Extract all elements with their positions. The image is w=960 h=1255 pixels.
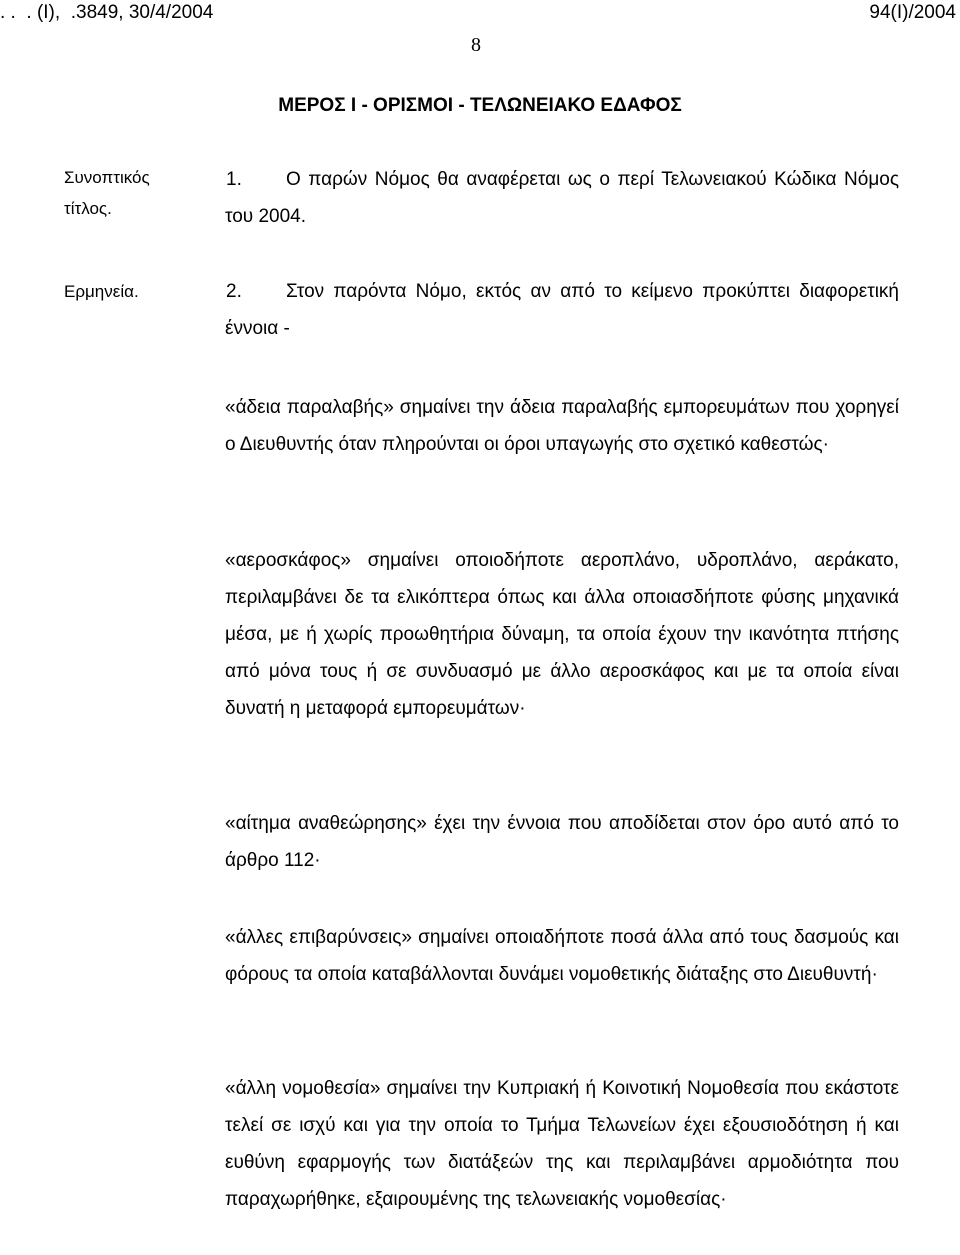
header-left: . . . (Ι), .3849, 30/4/2004	[0, 2, 214, 23]
definition-aeroskafos: «αεροσκάφος» σημαίνει οποιοδήποτε αεροπλάνο, υδροπλάνο, αεράκατο, περιλαμβάνει δε τα ελικόπτερα όπως και άλλα οποιασδήποτε φύσης μηχανικά μέσα, με ή χωρίς προωθητήρια δύναμη, τα οποία έχουν την ικανότητα πτήσης από μόνα τους ή σε συνδυασμό με άλλο αεροσκάφος και με τα οποία είναι δυνατή η μεταφορά εμπορευμάτων·	[225, 550, 899, 719]
header-right: 94(Ι)/2004	[869, 2, 956, 23]
definition-alles-epivarynseis: «άλλες επιβαρύνσεις» σημαίνει οποιαδήποτε ποσά άλλα από τους δασμούς και φόρους τα οποία καταβάλλονται δυνάμει νομοθετικής διάταξης στο Διευθυντή·	[225, 927, 899, 985]
section-number-1: 1.	[226, 169, 242, 190]
definition-alli-nomothesia: «άλλη νομοθεσία» σημαίνει την Κυπριακή ή Κοινοτική Νομοθεσία που εκάστοτε τελεί σε ισχύ και για την οποία το Τμήμα Τελωνείων έχει εξουσιοδότηση ή και ευθύνη εφαρμογής των διατάξεών της και περιλαμβάνει αρμοδιότητα που παραχωρήθηκε, εξαιρουμένης της τελωνειακής νομοθεσίας·	[225, 1078, 899, 1210]
section-text-2: Στον παρόντα Νόμο, εκτός αν από το κείμενο προκύπτει διαφορετική έννοια -	[225, 281, 899, 339]
section-number-2: 2.	[226, 281, 242, 302]
section-text-1: Ο παρών Νόμος θα αναφέρεται ως ο περί Τελωνειακού Κώδικα Νόμος του 2004.	[225, 169, 899, 227]
definition-aitima-anatheorisis: «αίτημα αναθεώρησης» έχει την έννοια που αποδίδεται στον όρο αυτό από το άρθρο 112·	[225, 813, 899, 871]
definition-adeia-paralavis: «άδεια παραλαβής» σημαίνει την άδεια παραλαβής εμπορευμάτων που χορηγεί ο Διευθυντής όταν πληρούνται οι όροι υπαγωγής στο σχετικό καθεστώς·	[225, 397, 899, 455]
margin-note-short-title: Συνοπτικός τίτλος.	[64, 168, 150, 218]
margin-note-interpretation: Ερμηνεία.	[64, 282, 139, 301]
part-title: ΜΕΡΟΣ Ι - ΟΡΙΣΜΟΙ - ΤΕΛΩΝΕΙΑΚΟ ΕΔΑΦΟΣ	[278, 95, 682, 116]
page-number: 8	[471, 34, 481, 56]
